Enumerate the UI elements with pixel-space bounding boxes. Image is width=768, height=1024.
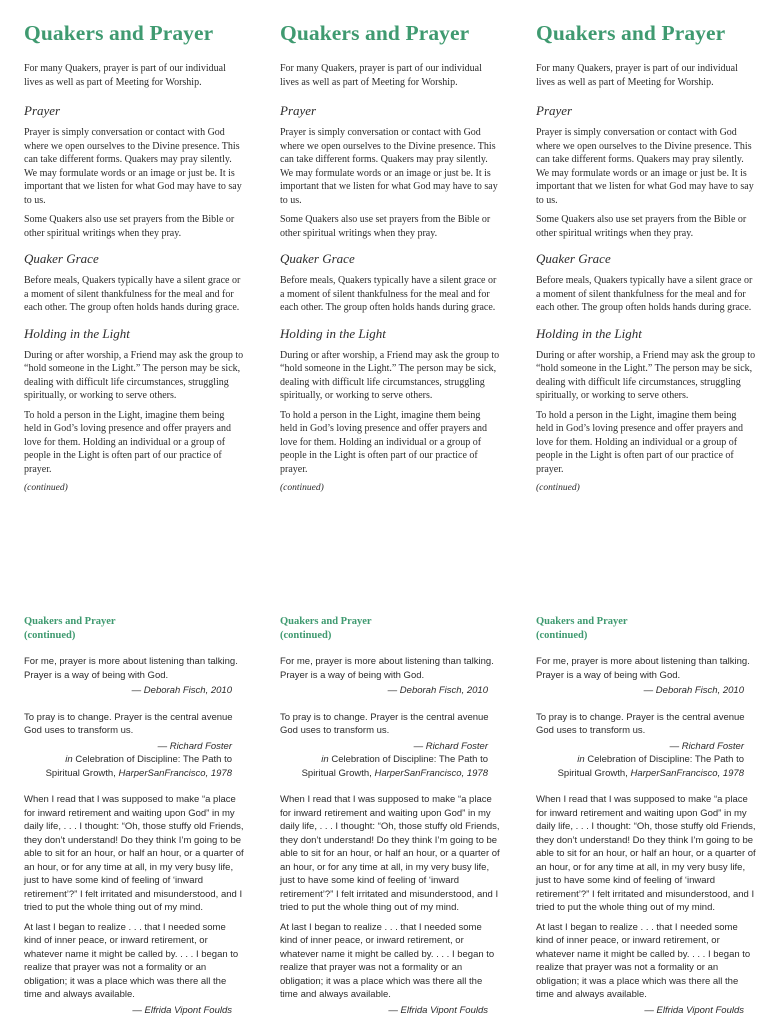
back-heading [24, 615, 244, 642]
back-heading-continued: (continued) [280, 629, 332, 641]
paragraph: Before meals, Quakers typically have a silent grace or a moment of silent thankfulness for the meal and for each other. The group often holds hands during grace. [24, 275, 241, 313]
source-prefix: in [321, 754, 332, 765]
quote-attribution: — Deborah Fisch, 2010 [643, 685, 744, 696]
source-title-cont: Spiritual Growth, [45, 767, 116, 779]
back-panel-3 [536, 615, 756, 1017]
quote-attribution: — Deborah Fisch, 2010 [387, 685, 488, 696]
quote-foster: To pray is to change. Prayer is the central avenue God uses to transform us. [280, 711, 489, 736]
paragraph: During or after worship, a Friend may ask the group to “hold someone in the Light.” The person may be sick, dealing with difficult life circumstances, struggling spiritually, or working to serve others. [280, 349, 500, 401]
intro-text: For many Quakers, prayer is part of our individual lives as well as part of Meeting for Worship. [280, 63, 482, 88]
back-heading [280, 615, 500, 642]
section-heading-quaker-grace: Quaker Grace [280, 251, 355, 266]
quote-attribution: — Richard Foster [157, 740, 232, 752]
source-publisher: HarperSanFrancisco, 1978 [374, 767, 488, 779]
paragraph: Before meals, Quakers typically have a silent grace or a moment of silent thankfulness for the meal and for each other. The group often holds hands during grace. [280, 275, 497, 313]
back-panel-2 [280, 615, 500, 1017]
quote-attribution: — Elfrida Vipont Foulds [388, 1004, 488, 1016]
intro-text: For many Quakers, prayer is part of our individual lives as well as part of Meeting for Worship. [24, 63, 226, 88]
quote-attribution: — Elfrida Vipont Foulds [132, 1004, 232, 1016]
front-panel-2 [280, 20, 500, 494]
source-title: Celebration of Discipline: The Path to [587, 754, 744, 765]
continued-note: (continued) [280, 483, 324, 493]
section-heading-prayer: Prayer [280, 103, 317, 118]
section-heading-holding-in-the-light: Holding in the Light [280, 325, 386, 341]
front-panel-1 [24, 20, 244, 494]
quote-foster: To pray is to change. Prayer is the central avenue God uses to transform us. [536, 711, 745, 736]
source-title: Celebration of Discipline: The Path to [331, 754, 488, 765]
quote-attribution: — Richard Foster [413, 740, 488, 752]
section-heading-prayer: Prayer [536, 103, 573, 118]
back-heading-continued: (continued) [24, 629, 76, 641]
panel-title: Quakers and Prayer [536, 21, 726, 45]
paragraph: Prayer is simply conversation or contact with God where we open ourselves to the Divine presence. This can take different forms. Quakers may pray silently. We may formulate words or an image or just be. It is important that we listen for what God may have to say to us. [24, 127, 242, 206]
quote-source [280, 753, 488, 767]
quote-attribution: — Richard Foster [669, 740, 744, 752]
source-title-cont: Spiritual Growth, [301, 767, 372, 779]
back-heading-title: Quakers and Prayer [280, 616, 372, 627]
back-heading [536, 615, 756, 642]
quote-attribution: — Elfrida Vipont Foulds [644, 1004, 744, 1016]
panel-title: Quakers and Prayer [280, 21, 470, 45]
continued-note: (continued) [24, 483, 68, 493]
source-title-cont: Spiritual Growth, [557, 767, 628, 779]
paragraph: Prayer is simply conversation or contact with God where we open ourselves to the Divine presence. This can take different forms. Quakers may pray silently. We may formulate words or an image or just be. It is important that we listen for what God may have to say to us. [536, 127, 754, 206]
paragraph: During or after worship, a Friend may ask the group to “hold someone in the Light.” The person may be sick, dealing with difficult life circumstances, struggling spiritually, or working to serve others. [24, 349, 244, 401]
source-publisher: HarperSanFrancisco, 1978 [118, 767, 232, 779]
paragraph: Prayer is simply conversation or contact with God where we open ourselves to the Divine presence. This can take different forms. Quakers may pray silently. We may formulate words or an image or just be. It is important that we listen for what God may have to say to us. [280, 127, 498, 206]
source-prefix: in [65, 754, 76, 765]
front-panel-3 [536, 20, 756, 494]
back-heading-continued: (continued) [536, 629, 588, 641]
section-heading-quaker-grace: Quaker Grace [536, 251, 611, 266]
quote-source-line2 [536, 767, 744, 781]
section-heading-prayer: Prayer [24, 103, 61, 118]
quote-source [536, 753, 744, 767]
back-heading-title: Quakers and Prayer [24, 616, 116, 627]
quote-foulds-part2: At last I began to realize . . . that I needed some kind of inner peace, or inward retirement, or whatever name it might be called by. . . . I began to realize that prayer was not a formality or an obligation; it was a place which was there all the time and always available. [24, 921, 239, 1000]
intro-text: For many Quakers, prayer is part of our individual lives as well as part of Meeting for Worship. [536, 63, 738, 88]
source-prefix: in [577, 754, 588, 765]
quote-fisch: For me, prayer is more about listening than talking. Prayer is a way of being with God. [280, 656, 494, 681]
section-heading-holding-in-the-light: Holding in the Light [536, 325, 642, 341]
source-publisher: HarperSanFrancisco, 1978 [630, 767, 744, 779]
section-heading-quaker-grace: Quaker Grace [24, 251, 99, 266]
quote-fisch: For me, prayer is more about listening than talking. Prayer is a way of being with God. [536, 656, 750, 681]
paragraph: During or after worship, a Friend may ask the group to “hold someone in the Light.” The person may be sick, dealing with difficult life circumstances, struggling spiritually, or working to serve others. [536, 349, 756, 401]
quote-foster: To pray is to change. Prayer is the central avenue God uses to transform us. [24, 711, 233, 736]
panel-title: Quakers and Prayer [24, 21, 214, 45]
paragraph: To hold a person in the Light, imagine them being held in God’s loving presence and offer prayers and love for them. Holding an individual or a group of people in the Light is often part of our practice of prayer. [24, 409, 231, 475]
paragraph: To hold a person in the Light, imagine them being held in God’s loving presence and offer prayers and love for them. Holding an individual or a group of people in the Light is often part of our practice of prayer. [280, 409, 487, 475]
quote-fisch: For me, prayer is more about listening than talking. Prayer is a way of being with God. [24, 656, 238, 681]
quote-foulds-part1: When I read that I was supposed to make “a place for inward retirement and waiting upon God” in my daily life, . . . I thought: “Oh, those stuffy old Friends, they don’t understand! Do they think I’m going to be able to sit for an hour, or half an hour, or a quarter of an hour, or for any time at all, in my very busy life, just to have some kind of feeling of ‘inward retirement’?” I felt irritated and misunderstood, and I tried to put the whole thing out of my mind. [24, 794, 244, 913]
back-panel-1 [24, 615, 244, 1017]
quote-foulds-part2: At last I began to realize . . . that I needed some kind of inner peace, or inward retirement, or whatever name it might be called by. . . . I began to realize that prayer was not a formality or an obligation; it was a place which was there all the time and always available. [536, 921, 751, 1000]
paragraph: To hold a person in the Light, imagine them being held in God’s loving presence and offer prayers and love for them. Holding an individual or a group of people in the Light is often part of our practice of prayer. [536, 409, 743, 475]
paragraph: Before meals, Quakers typically have a silent grace or a moment of silent thankfulness for the meal and for each other. The group often holds hands during grace. [536, 275, 753, 313]
quote-source [24, 753, 232, 767]
quote-attribution: — Deborah Fisch, 2010 [131, 685, 232, 696]
quote-source-line2 [24, 767, 232, 781]
continued-note: (continued) [536, 483, 580, 493]
paragraph: Some Quakers also use set prayers from the Bible or other spiritual writings when they pray. [24, 214, 235, 239]
paragraph: Some Quakers also use set prayers from the Bible or other spiritual writings when they pray. [280, 214, 491, 239]
quote-foulds-part1: When I read that I was supposed to make “a place for inward retirement and waiting upon God” in my daily life, . . . I thought: “Oh, those stuffy old Friends, they don’t understand! Do they think I’m going to be able to sit for an hour, or half an hour, or a quarter of an hour, or for any time at all, in my very busy life, just to have some kind of feeling of ‘inward retirement’?” I felt irritated and misunderstood, and I tried to put the whole thing out of my mind. [280, 794, 500, 913]
section-heading-holding-in-the-light: Holding in the Light [24, 325, 130, 341]
source-title: Celebration of Discipline: The Path to [75, 754, 232, 765]
back-heading-title: Quakers and Prayer [536, 616, 628, 627]
quote-foulds-part1: When I read that I was supposed to make “a place for inward retirement and waiting upon God” in my daily life, . . . I thought: “Oh, those stuffy old Friends, they don’t understand! Do they think I’m going to be able to sit for an hour, or half an hour, or a quarter of an hour, or for any time at all, in my very busy life, just to have some kind of feeling of ‘inward retirement’?” I felt irritated and misunderstood, and I tried to put the whole thing out of my mind. [536, 794, 756, 913]
quote-foulds-part2: At last I began to realize . . . that I needed some kind of inner peace, or inward retirement, or whatever name it might be called by. . . . I began to realize that prayer was not a formality or an obligation; it was a place which was there all the time and always available. [280, 921, 495, 1000]
paragraph: Some Quakers also use set prayers from the Bible or other spiritual writings when they pray. [536, 214, 747, 239]
quote-source-line2 [280, 767, 488, 781]
